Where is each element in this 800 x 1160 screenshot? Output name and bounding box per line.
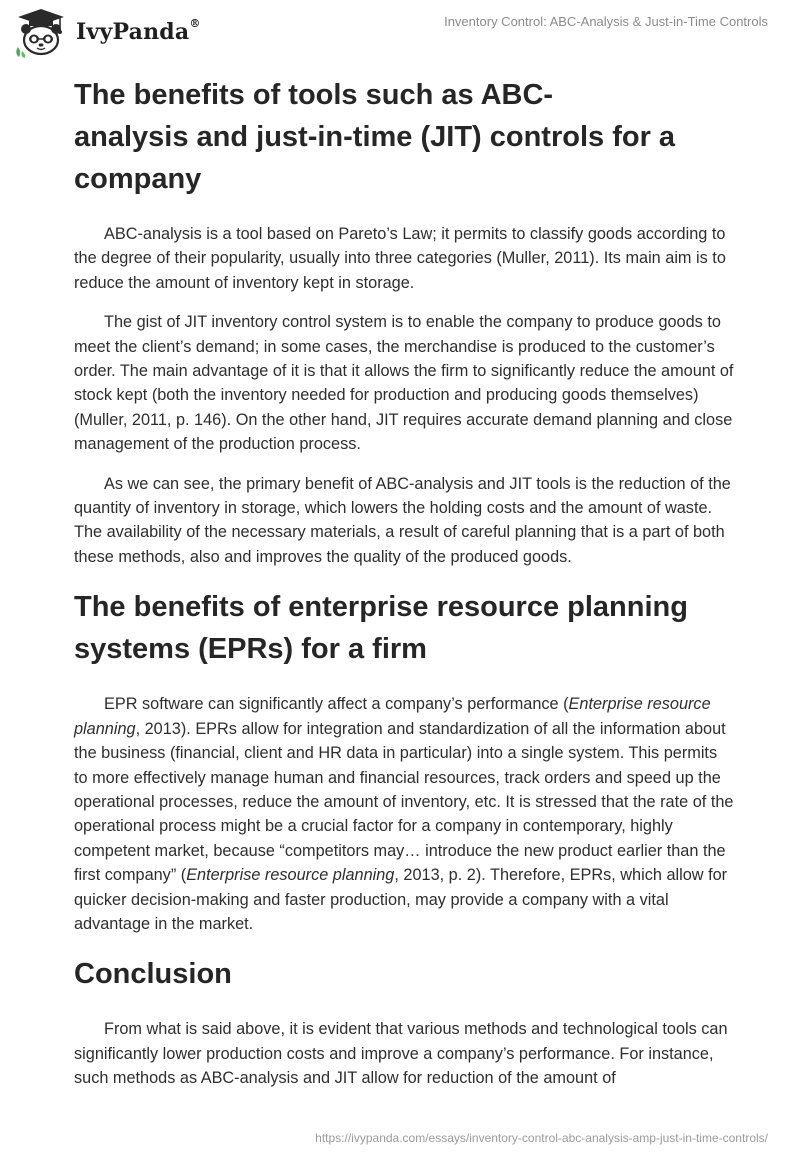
paragraph-jit: The gist of JIT inventory control system is to enable the company to produce goods to meet the client’s demand; in some cases, the merchandise is produced to the customer’s order. The main advantage of it is that it allows the firm to significantly reduce the amount of stock kept (both the inventory needed for production and producing goods themselves) (Muller, 2011, p. 146). On the other hand, JIT requires accurate demand planning and close management of the production process. — [74, 313, 734, 454]
section-heading-abc-jit: The benefits of tools such as ABC- analysis and just-in-time (JIT) controls for a company — [74, 79, 676, 195]
ivypanda-logo-icon[interactable] — [12, 7, 70, 59]
brand-name[interactable]: IvyPanda® — [76, 16, 201, 45]
paragraph-primary-benefit: As we can see, the primary benefit of ABC-analysis and JIT tools is the reduction of the quantity of inventory in storage, which lowers the holding costs and the amount of waste. The availability of the necessary materials, a result of careful planning that is a part of both these methods, also and improves the quality of the produced goods. — [74, 474, 731, 566]
paragraph-abc-analysis: ABC-analysis is a tool based on Pareto’s Law; it permits to classify goods according to the degree of their popularity, usually into three categories (Muller, 2011). Its main aim is to reduce the amount of inventory kept in storage. — [74, 225, 726, 292]
section-heading-conclusion: Conclusion — [74, 958, 232, 991]
source-url[interactable]: https://ivypanda.com/essays/inventory-control-abc-analysis-amp-just-in-time-controls/ — [315, 1131, 768, 1145]
paragraph-erp: EPR software can significantly affect a company’s performance (Enterprise resource planning, 2013). EPRs allow for integration and standardization of all the information about the business (financial, client and HR data in particular) into a single system. This permits to more effectively manage human and financial resources, track orders and speed up the operational processes, reduce the amount of inventory, etc. It is stressed that the rate of the operational process might be a crucial factor for a company in contemporary, highly competent market, because “competitors may… introduce the new product earlier than the first company” (Enterprise resource planning, 2013, p. 2). Therefore, EPRs, which allow for quicker decision-making and faster production, may provide a company with a vital advantage in the market. — [74, 695, 734, 933]
article-body — [74, 74, 734, 1091]
page-header — [0, 0, 800, 64]
paragraph-conclusion: From what is said above, it is evident that various methods and technological tools can significantly lower production costs and improve a company’s performance. For instance, such methods as ABC-analysis and JIT allow for reduction of the amount of — [74, 1020, 728, 1088]
section-heading-erp: The benefits of enterprise resource planning systems (EPRs) for a firm — [74, 591, 688, 666]
document-title: Inventory Control: ABC-Analysis & Just-in-Time Controls — [444, 14, 768, 29]
